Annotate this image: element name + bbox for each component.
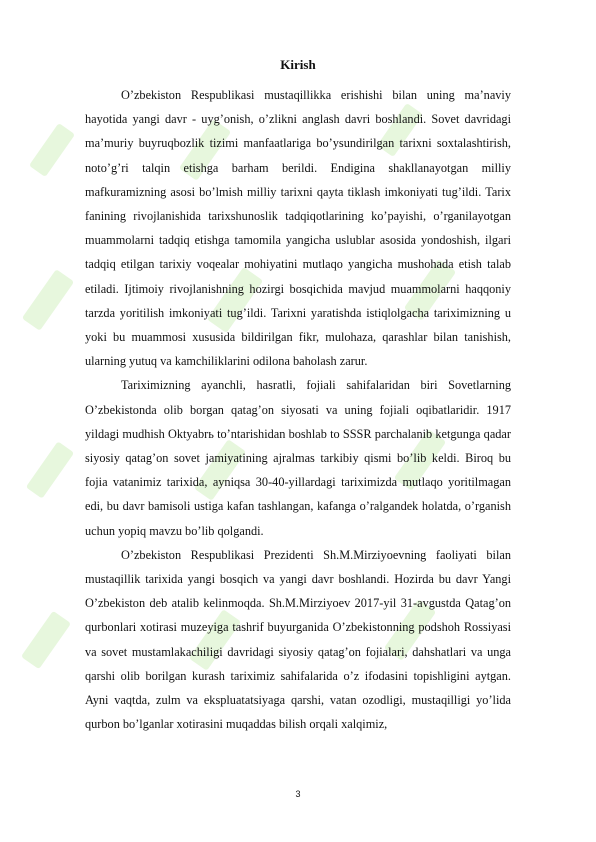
document-body: [85, 83, 511, 736]
paragraph: Tariximizning ayanchli, hasratli, fojiali sahifalaridan biri Sovetlarning O’zbekistonda olib borgan qatag’on siyosati va uning fojiali oqibatlaridir. 1917 yildagi mudhish Oktyabrь to’ntarishidan boshlab to SSSR parchalanib ketgunga qadar siyosiy qatag’on sovet jamiyatining ajralmas tarkibiy qismi bo’lib keldi. Biroq bu fojia vatanimiz tarixida, ayniqsa 30-40-yillardagi tariximizda mutlaqo yoritilmagan edi, bu davr bamisoli ustiga kafan tashlangan, kafanga o’ralgandek holatda, o’rganish uchun yopiq mavzu bo’lib qolgandi.: [85, 378, 511, 538]
page-number: 3: [295, 789, 301, 799]
watermark-mark: [29, 123, 75, 177]
paragraph: O’zbekiston Respublikasi Prezidenti Sh.M.Mirziyoevning faoliyati bilan mustaqillik tarixida yangi bosqich va yangi davr boshlandi. Hozirda bu davr Yangi O’zbekiston deb atalib kelinmoqda. Sh.M.Mirziyoev 2017-yil 31-avgustda Qatag’on qurbonlari xotirasi muzeyiga tashrif buyurganida O’zbekistonning podshoh Rossiyasi va sovet mustamlakachiligi davridagi siyosiy qatag’on fojialari, dahshatlari va unga qarshi olib borilgan kurash tariximiz sahifalarida o’z ifodasini topishligini aytgan. Ayni vaqtda, zulm va ekspluatatsiyaga qarshi, vatan ozodligi, mustaqilligi yo’lida qurbon bo’lganlar xotirasini muqaddas bilish orqali xalqimiz,: [85, 547, 511, 732]
watermark-mark: [22, 269, 74, 331]
watermark-mark: [26, 441, 75, 498]
paragraph: O’zbekiston Respublikasi mustaqillikka erishishi bilan uning ma’naviy hayotida yangi davr - uyg’onish, o’zlikni anglash davri boshlandi. Sovet davridagi ma’muriy buyruqbozlik tizimi manfaatlariga bo’ysundirilgan tarixni soxtalashtirish, noto’g’ri talqin etishga barham berildi. Endigina shakllanayotgan milliy mafkuramizning asosi bo’lmish milliy tarixni qayta tiklash imkoniyati tug’ildi. Tarix fanining rivojlanishida tarixshunoslik tadqiqotlarining ko’payishi, o’rganilayotgan muammolarni tadqiq etishga tamomila yangicha uslublar asosida yondoshish, ilgari tadqiq etilgan tarixiy voqealar mohiyatini mutlaqo yangicha mushohada etish talab etiladi. Ijtimoiy rivojlanishning hozirgi bosqichida mavjud muammolarni haqqoniy tarzda yoritilish imkoniyati tug’ildi. Tarixni yaratishda istiqlolgacha tariximizning u yoki bu muammosi xususida bildirilgan fikr, mulohaza, qarashlar bilan tanishish, ularning yutuq va kamchiliklarini odilona baholash zarur.: [85, 88, 511, 369]
watermark-mark: [21, 611, 71, 669]
document-title: Kirish: [280, 57, 316, 72]
